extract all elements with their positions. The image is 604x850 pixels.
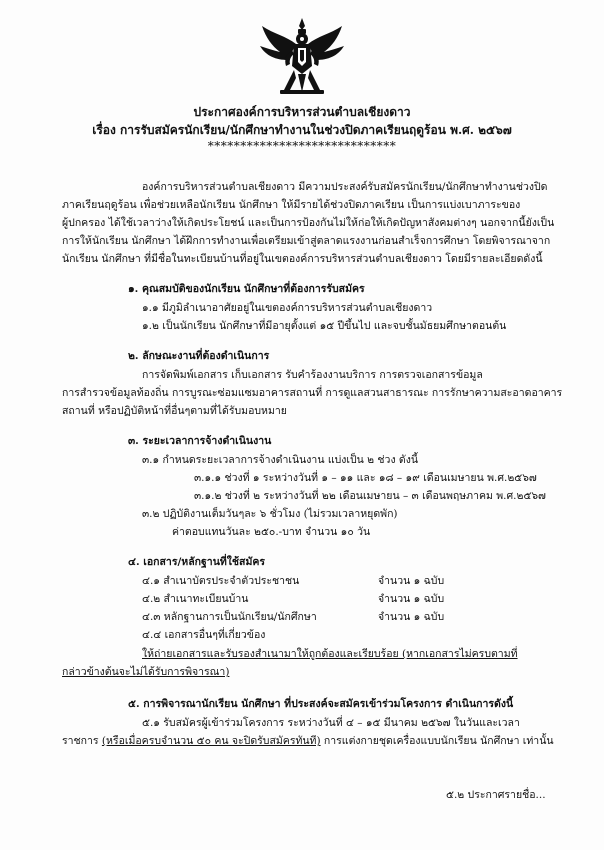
doc-label: ๔.๔ เอกสารอื่นๆที่เกี่ยวข้อง [142,629,266,641]
doc-count: จำนวน ๑ ฉบับ [378,611,445,623]
section-1-title: ๑. คุณสมบัติของนักเรียน นักศึกษาที่ต้องการรับสมัคร [128,283,365,295]
section-5-line-2a: ราชการ [62,735,102,747]
section-2-title: ๒. ลักษณะงานที่ต้องดำเนินการ [128,350,270,362]
doc-row [142,574,445,588]
section-5-line-1: ๕.๑ รับสมัครผู้เข้าร่วมโครงการ ระหว่างวันที่ ๔ – ๑๕ มีนาคม ๒๕๖๗ ในวันและเวลา [142,717,520,729]
continuation-text: ๕.๒ ประกาศรายชื่อ... [446,789,546,801]
section-4-title: ๔. เอกสาร/หลักฐานที่ใช้สมัคร [128,556,266,568]
intro-line-2: ภาคเรียนฤดูร้อน เพื่อช่วยเหลือนักเรียน นักศึกษา ให้มีรายได้ช่วงปิดภาคเรียน เป็นการแบ่งเบาภาระของ [62,199,521,211]
section-1-item-2: ๑.๒ เป็นนักเรียน นักศึกษาที่มีอายุตั้งแต่ ๑๕ ปีขึ้นไป และจบชั้นมัธยมศึกษาตอนต้น [142,320,507,332]
header-divider-stars: ***************************** [207,139,397,153]
section-5-title: ๕. การพิจารณานักเรียน นักศึกษา ที่ประสงค์จะสมัครเข้าร่วมโครงการ ดำเนินการดังนี้ [128,698,514,710]
doc-row [142,592,445,606]
doc-count: จำนวน ๑ ฉบับ [378,593,445,605]
doc-label: ๔.๒ สำเนาทะเบียนบ้าน [142,593,249,605]
section-3-sub-2: ๓.๑.๒ ช่วงที่ ๒ ระหว่างวันที่ ๒๒ เดือนเมษายน – ๓ เดือนพฤษภาคม พ.ศ.๒๕๖๗ [194,490,546,502]
doc-count: จำนวน ๑ ฉบับ [378,575,445,587]
announcement-subject: เรื่อง การรับสมัครนักเรียน/นักศึกษาทำงานในช่วงปิดภาคเรียนฤดูร้อน พ.ศ. ๒๕๖๗ [92,123,512,137]
section-4-note-2: กล่าวข้างต้นจะไม่ได้รับการพิจารณา) [62,666,230,678]
intro-line-3: ผู้ปกครอง ได้ใช้เวลาว่างให้เกิดประโยชน์ และเป็นการป้องกันไม่ให้ก่อให้เกิดปัญหาสังคมต่างๆ นอกจากนี้ยังเป็น [62,217,555,229]
section-3-item-2: ๓.๒ ปฏิบัติงานเต็มวันๆละ ๖ ชั่วโมง (ไม่รวมเวลาหยุดพัก) [142,508,398,520]
section-5-line-2c: การแต่งกายชุดเครื่องแบบนักเรียน นักศึกษา เท่านั้น [320,735,554,747]
section-3-sub-1: ๓.๑.๑ ช่วงที่ ๑ ระหว่างวันที่ ๑ – ๑๑ และ ๑๘ – ๑๙ เดือนเมษายน พ.ศ.๒๕๖๗ [194,472,537,484]
doc-row [142,610,445,624]
section-1-item-1: ๑.๑ มีภูมิลำเนาอาศัยอยู่ในเขตองค์การบริหารส่วนตำบลเชียงดาว [142,302,433,314]
garuda-emblem-icon [258,16,346,98]
section-5-closing-condition: (หรือเมื่อครบจำนวน ๕๐ คน จะปิดรับสมัครทันที) [101,735,321,747]
intro-line-5: นักเรียน นักศึกษา ที่มีชื่อในทะเบียนบ้านที่อยู่ในเขตองค์การบริหารส่วนตำบลเชียงดาว โดยมีรายละเอียดดังนี้ [62,253,543,265]
intro-line-1: องค์การบริหารส่วนตำบลเชียงดาว มีความประสงค์รับสมัครนักเรียน/นักศึกษาทำงานช่วงปิด [142,181,548,193]
doc-label: ๔.๑ สำเนาบัตรประจำตัวประชาชน [142,575,300,587]
section-3-item-1: ๓.๑ กำหนดระยะเวลาการจ้างดำเนินงาน แบ่งเป็น ๒ ช่วง ดังนี้ [142,454,419,466]
section-2-line-2: การสำรวจข้อมูลท้องถิ่น การบูรณะซ่อมแซมอาคารสถานที่ การดูแลสวนสาธารณะ การรักษาความสะอาดอาคาร [62,387,563,399]
section-3-title: ๓. ระยะเวลาการจ้างดำเนินงาน [128,435,272,447]
announcement-title: ประกาศองค์การบริหารส่วนตำบลเชียงดาว [193,105,411,119]
section-2-line-3: สถานที่ หรือปฏิบัติหน้าที่อื่นๆตามที่ได้รับมอบหมาย [62,405,287,417]
section-5-line-2 [62,734,554,748]
section-3-item-2-pay: ค่าตอบแทนวันละ ๒๕๐.-บาท จำนวน ๑๐ วัน [172,526,371,538]
doc-label: ๔.๓ หลักฐานการเป็นนักเรียน/นักศึกษา [142,611,317,623]
doc-row [142,628,265,642]
section-4-note-1: ให้ถ่ายเอกสารและรับรองสำเนามาให้ถูกต้องและเรียบร้อย (หากเอกสารไม่ครบตามที่ [142,648,518,660]
section-2-line-1: การจัดพิมพ์เอกสาร เก็บเอกสาร รับคำร้องงานบริการ การตรวจเอกสารข้อมูล [142,369,483,381]
intro-line-4: การให้นักเรียน นักศึกษา ได้ฝึกการทำงานเพื่อเตรียมเข้าสู่ตลาดแรงงานก่อนสำเร็จการศึกษา โดยพิจารณาจาก [62,235,551,247]
